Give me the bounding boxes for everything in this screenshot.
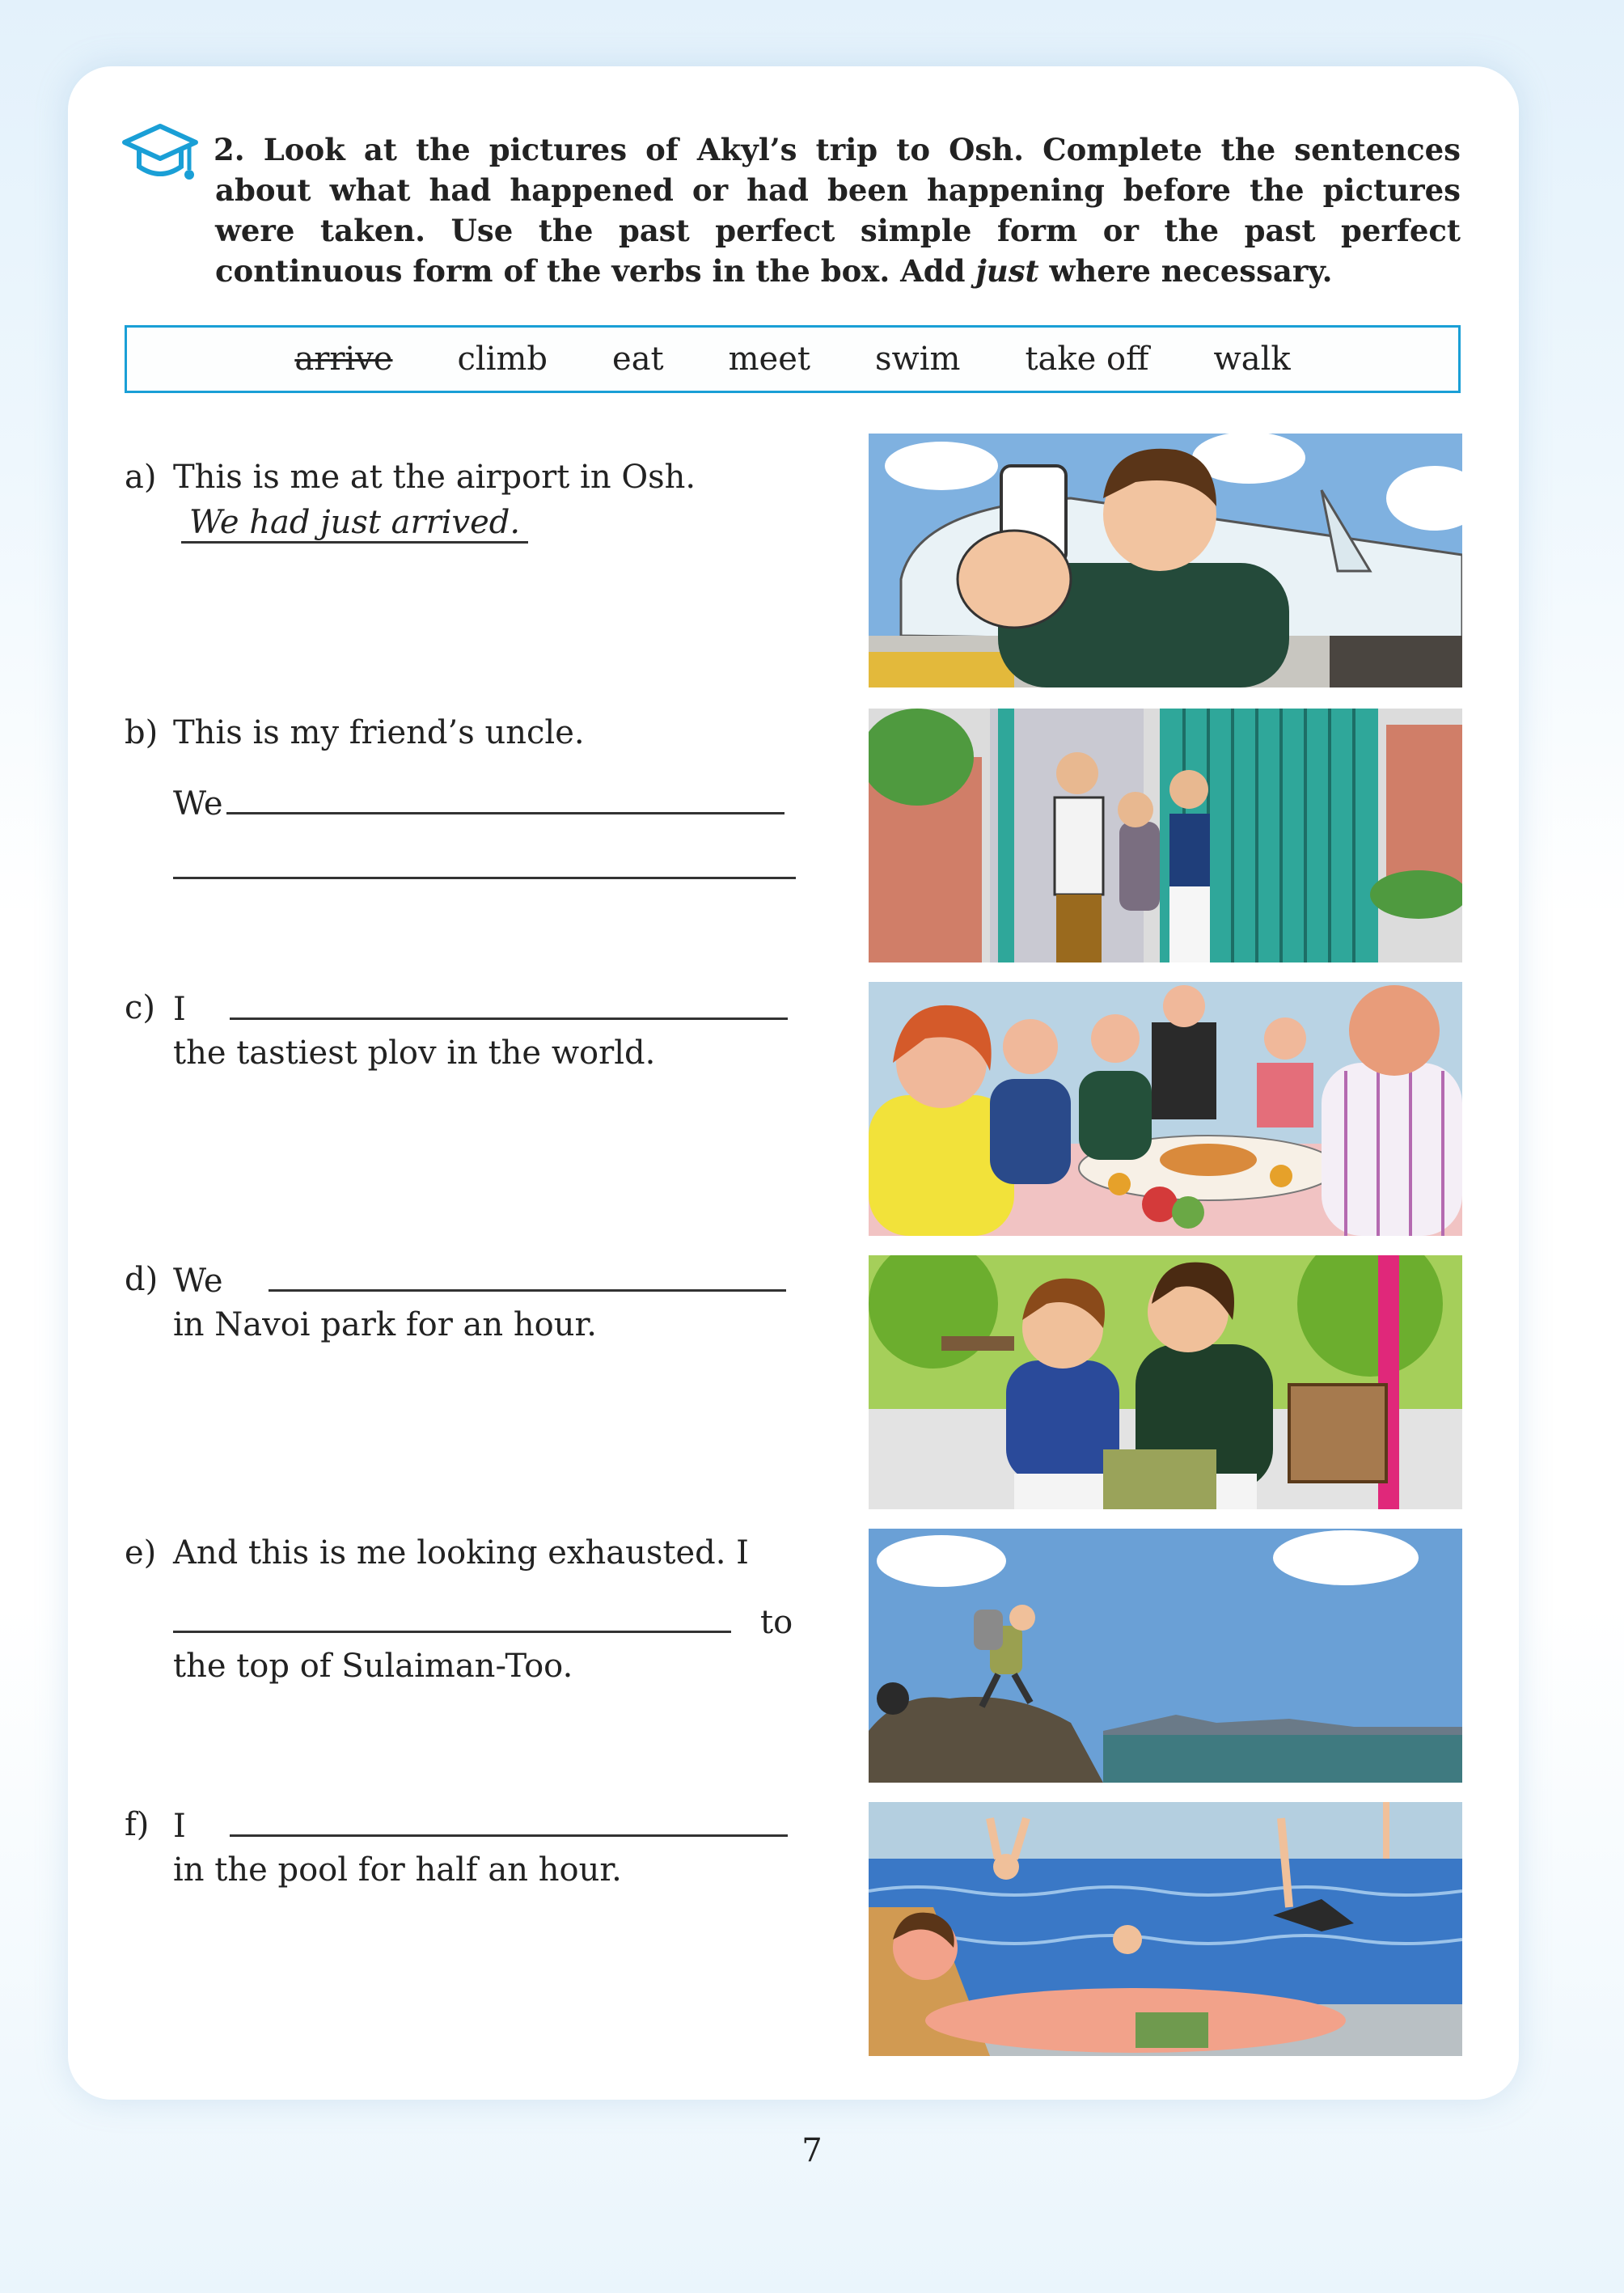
item-e: e) And this is me looking exhausted. I to the top of Sulaiman-Too. [125, 1530, 796, 1692]
item-text: the top of Sulaiman-Too. [173, 1648, 573, 1685]
word-box [125, 325, 1461, 393]
word-climb: climb [457, 341, 548, 378]
word-walk: walk [1213, 341, 1291, 378]
item-b: b) This is my friend’s uncle. We [125, 710, 796, 888]
item-a [125, 455, 796, 552]
item-text: This is me at the airport in Osh. [173, 459, 696, 496]
airport-selfie-illustration [869, 434, 1462, 687]
item-d: d) We in Navoi park for an hour. [125, 1257, 796, 1354]
example-answer: We had just arrived. [181, 504, 528, 544]
word-swim: swim [874, 341, 961, 378]
answer-blank[interactable] [173, 844, 796, 879]
word-take-off: take off [1025, 341, 1149, 378]
park-ice-cream-illustration [869, 1255, 1462, 1509]
item-text: in Navoi park for an hour. [173, 1306, 597, 1343]
item-label: e) [125, 1534, 157, 1572]
item-text: And this is me looking exhausted. I [173, 1534, 749, 1572]
meeting-uncle-illustration [869, 709, 1462, 962]
swimming-pool-illustration [869, 1802, 1462, 2056]
item-f: f) I in the pool for half an hour. [125, 1802, 796, 1899]
word-arrive: arrive [294, 341, 393, 378]
item-label: f) [125, 1806, 150, 1843]
exercise-number: 2. [214, 132, 245, 167]
item-text: This is my friend’s uncle. [173, 714, 585, 751]
item-text: the tastiest plov in the world. [173, 1034, 656, 1072]
answer-blank[interactable] [226, 780, 785, 814]
item-c: c) I the tastiest plov in the world. [125, 985, 796, 1082]
mountain-climb-illustration [869, 1529, 1462, 1783]
answer-blank[interactable] [173, 1598, 731, 1633]
item-label: b) [125, 714, 159, 751]
item-label: a) [125, 459, 157, 496]
answer-blank[interactable] [269, 1257, 786, 1292]
plov-dinner-illustration [869, 982, 1462, 1236]
graduation-cap-icon [121, 121, 199, 184]
item-text: in the pool for half an hour. [173, 1851, 622, 1889]
item-label: c) [125, 989, 156, 1026]
answer-blank[interactable] [230, 1802, 788, 1837]
page-number: 7 [801, 2132, 823, 2169]
word-eat: eat [612, 341, 664, 378]
item-label: d) [125, 1261, 159, 1298]
exercise-instruction: 2. Look at the pictures of Akyl’s trip to Osh. Complete the sentences about what had happened or had been happening before the pictures were taken. Use the past perfect simple form or the past perfect continuous form of the verbs in the box. Add just where necessary. [214, 132, 1461, 289]
answer-blank[interactable] [230, 985, 788, 1020]
word-meet: meet [728, 341, 810, 378]
